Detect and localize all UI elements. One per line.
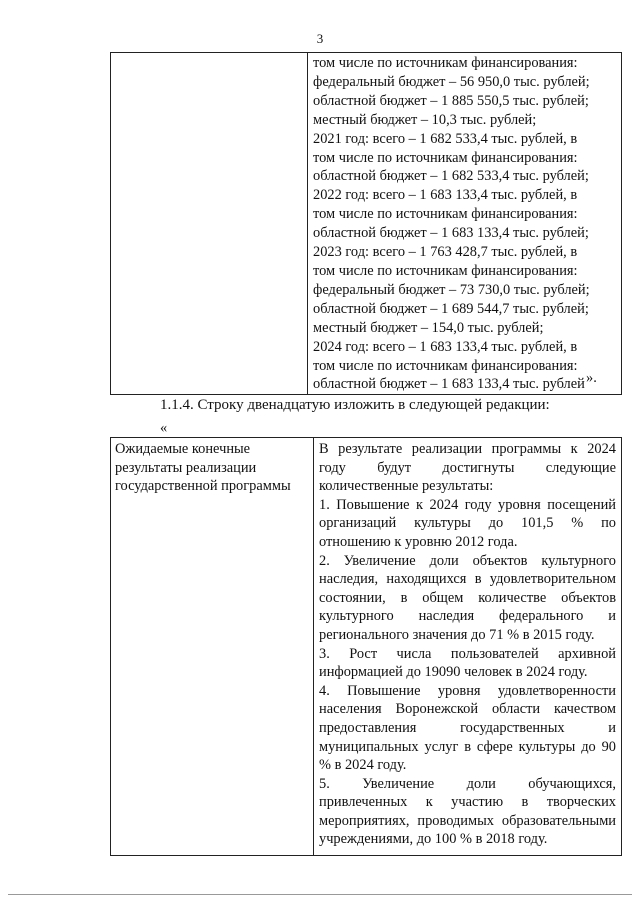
closing-quote: ».: [586, 370, 597, 386]
results-item-2: 2. Увеличение доли объектов культурного наследия, находящихся в удовлетворительном состоянии, в общем количестве объектов культурного наследия федерального и регионального значения до 71 % в 2015 году.: [319, 552, 616, 643]
funding-line: федеральный бюджет – 73 730,0 тыс. рублей;: [313, 281, 590, 298]
funding-line: том числе по источникам финансирования:: [313, 206, 578, 223]
funding-line: областной бюджет – 1 683 133,4 тыс. рублей: [313, 376, 585, 393]
results-item-5: 5. Увеличение доли обучающихся, привлеченных к участию в творческих мероприятиях, проводимых образовательными учреждениями, до 100 % в 2018 году.: [319, 775, 616, 848]
funding-table-empty-cell: [111, 53, 308, 395]
results-table: [110, 437, 622, 856]
funding-line: областной бюджет – 1 682 533,4 тыс. рублей;: [313, 168, 589, 185]
funding-line: федеральный бюджет – 56 950,0 тыс. рублей;: [313, 73, 590, 90]
amendment-instruction: 1.1.4. Строку двенадцатую изложить в следующей редакции:: [160, 397, 550, 413]
results-label-cell: Ожидаемые конечные результаты реализации государственной программы: [111, 438, 314, 856]
footer-divider: [8, 894, 632, 895]
results-item-1: 1. Повышение к 2024 году уровня посещений организаций культуры до 101,5 % по отношению к уровню 2012 года.: [319, 496, 616, 550]
funding-table: [110, 52, 622, 395]
funding-line: 2021 год: всего – 1 682 533,4 тыс. рублей, в: [313, 130, 578, 147]
funding-table-row: [111, 53, 622, 395]
funding-line: местный бюджет – 10,3 тыс. рублей;: [313, 111, 537, 128]
funding-line: областной бюджет – 1 885 550,5 тыс. рублей;: [313, 92, 589, 109]
funding-line: 2022 год: всего – 1 683 133,4 тыс. рублей, в: [313, 187, 578, 204]
opening-quote: «: [160, 420, 168, 436]
funding-line: том числе по источникам финансирования:: [313, 262, 578, 279]
results-intro: В результате реализации программы к 2024 году будут достигнуты следующие количественные результаты:: [319, 441, 616, 495]
funding-line: том числе по источникам финансирования:: [313, 149, 578, 166]
funding-line: 2024 год: всего – 1 683 133,4 тыс. рублей, в: [313, 338, 578, 355]
funding-line: областной бюджет – 1 683 133,4 тыс. рублей;: [313, 225, 589, 242]
results-text-cell: [314, 438, 622, 856]
funding-line: 2023 год: всего – 1 763 428,7 тыс. рублей, в: [313, 244, 578, 261]
funding-line: местный бюджет – 154,0 тыс. рублей;: [313, 319, 544, 336]
funding-line: областной бюджет – 1 689 544,7 тыс. рублей;: [313, 300, 589, 317]
page-number: 3: [316, 31, 324, 46]
results-item-3: 3. Рост числа пользователей архивной информацией до 19090 человек в 2024 году.: [319, 645, 616, 681]
funding-table-text-cell: [308, 53, 622, 395]
results-item-4: 4. Повышение уровня удовлетворенности населения Воронежской области качеством предоставления государственных и муниципальных услуг в сфере культуры до 90 % в 2024 году.: [319, 682, 616, 774]
funding-line: том числе по источникам финансирования:: [313, 55, 578, 71]
results-table-row: [111, 438, 622, 856]
funding-line: том числе по источникам финансирования:: [313, 357, 578, 374]
